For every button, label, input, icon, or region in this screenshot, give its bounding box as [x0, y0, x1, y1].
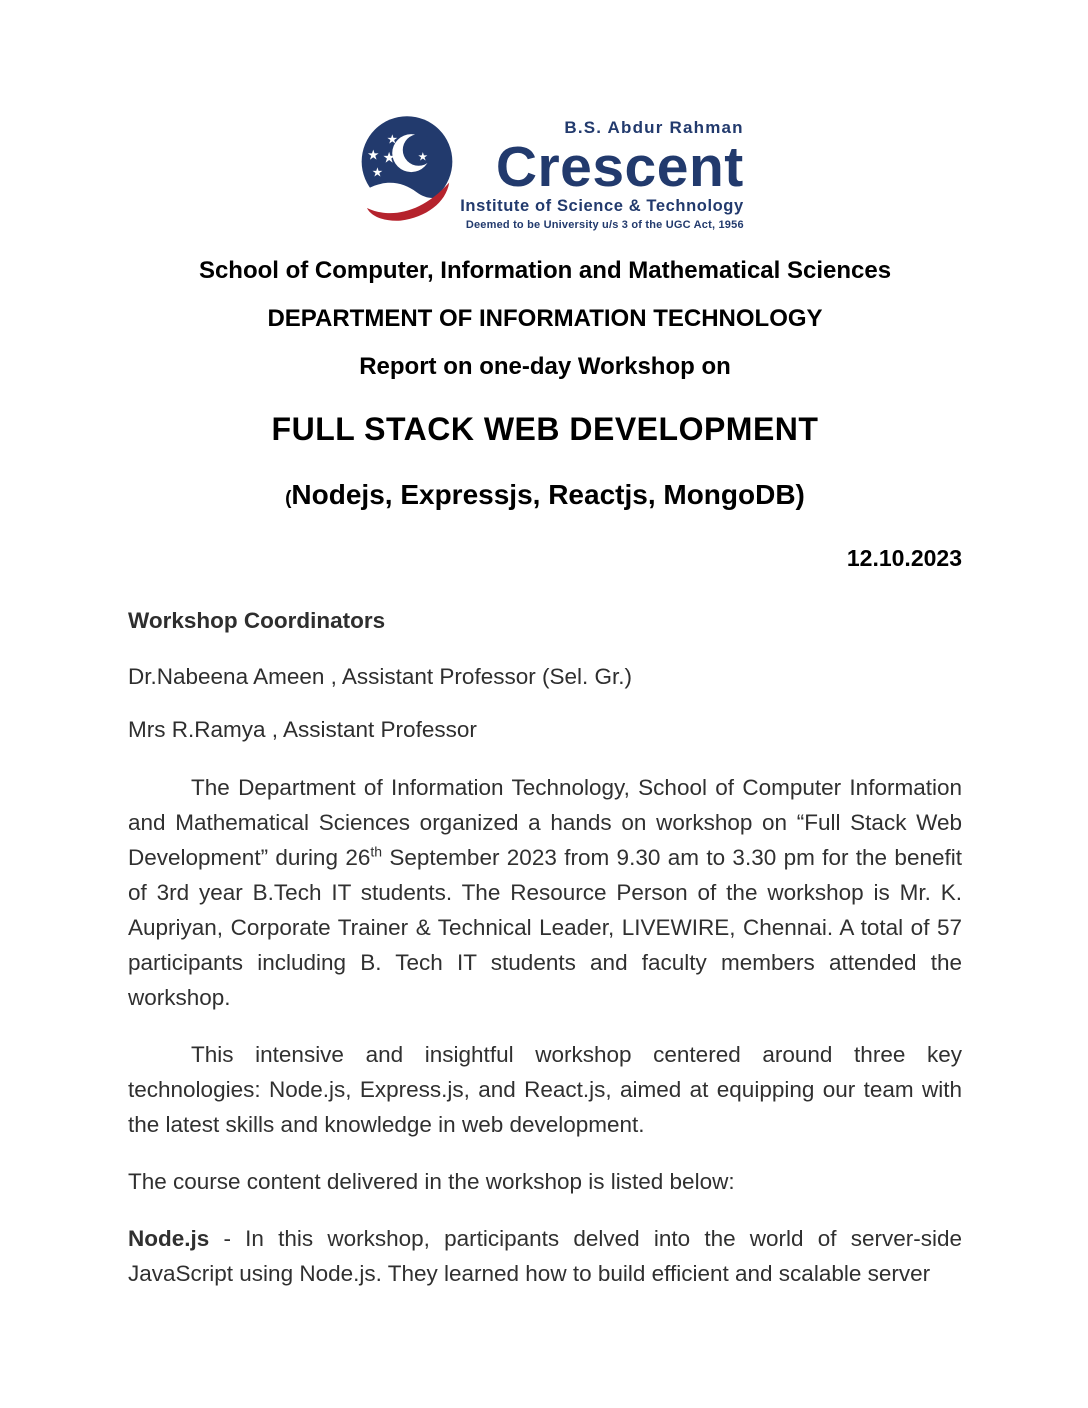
- report-date: 12.10.2023: [846, 545, 962, 571]
- logo-institute-tagline: Deemed to be University u/s 3 of the UGC Act, 1956: [465, 219, 744, 231]
- institute-logo: [128, 110, 962, 231]
- coordinator-item: Mrs R.Ramya , Assistant Professor: [128, 717, 477, 742]
- logo-institute-subtitle: Institute of Science & Technology: [460, 197, 744, 215]
- coordinator-item: Dr.Nabeena Ameen , Assistant Professor (Sel. Gr.): [128, 664, 632, 689]
- logo-institute-name: Crescent: [495, 135, 744, 199]
- ordinal-superscript: th: [370, 843, 383, 860]
- para1-text-after: September 2023 from 9.30 am to 3.30 pm for the benefit of 3rd year B.Tech IT students. The Resource Person of the workshop is Mr. K. Aupriyan, Corporate Trainer & Technical Leader, LIVEWIRE, Chennai. A total of 57 participants including B. Tech IT students and faculty members attended the workshop.: [128, 845, 962, 1010]
- course-content-intro: The course content delivered in the workshop is listed below:: [128, 1169, 735, 1194]
- paragraph-nodejs: [128, 1221, 962, 1291]
- workshop-subtitle: [128, 479, 962, 515]
- nodejs-term: Node.js: [128, 1226, 210, 1251]
- svg-text:★: ★: [386, 131, 399, 147]
- svg-text:★: ★: [417, 149, 429, 164]
- svg-text:★: ★: [367, 147, 380, 164]
- department-heading: DEPARTMENT OF INFORMATION TECHNOLOGY: [267, 305, 823, 332]
- paragraph-workshop-overview: [128, 770, 962, 1015]
- subtitle-text: Nodejs, Expressjs, Reactjs, MongoDB): [291, 479, 805, 510]
- subtitle-open-paren: (: [285, 488, 292, 509]
- svg-text:★: ★: [382, 149, 396, 167]
- crescent-globe-icon: [346, 112, 468, 228]
- nodejs-description: - In this workshop, participants delved into the world of server-side JavaScript using Node.js. They learned how to build efficient and scalable server: [128, 1226, 962, 1286]
- coordinators-heading: Workshop Coordinators: [128, 608, 386, 633]
- report-heading: Report on one-day Workshop on: [359, 353, 731, 380]
- logo-text-block: [460, 110, 744, 231]
- school-heading: School of Computer, Information and Mathematical Sciences: [198, 257, 892, 284]
- workshop-title: FULL STACK WEB DEVELOPMENT: [271, 411, 819, 447]
- logo-founder-name: B.S. Abdur Rahman: [564, 118, 744, 137]
- svg-text:★: ★: [372, 164, 384, 180]
- paragraph-workshop-focus: This intensive and insightful workshop centered around three key technologies: Node.js, Express.js, and React.js, aimed at equipping our team with the latest skills and knowledge in web development.: [128, 1042, 962, 1137]
- para1-text-before: The Department of Information Technology, School of Computer Information and Mathematical Sciences organized a hands on workshop on “Full Stack Web Development” during 26: [128, 775, 962, 870]
